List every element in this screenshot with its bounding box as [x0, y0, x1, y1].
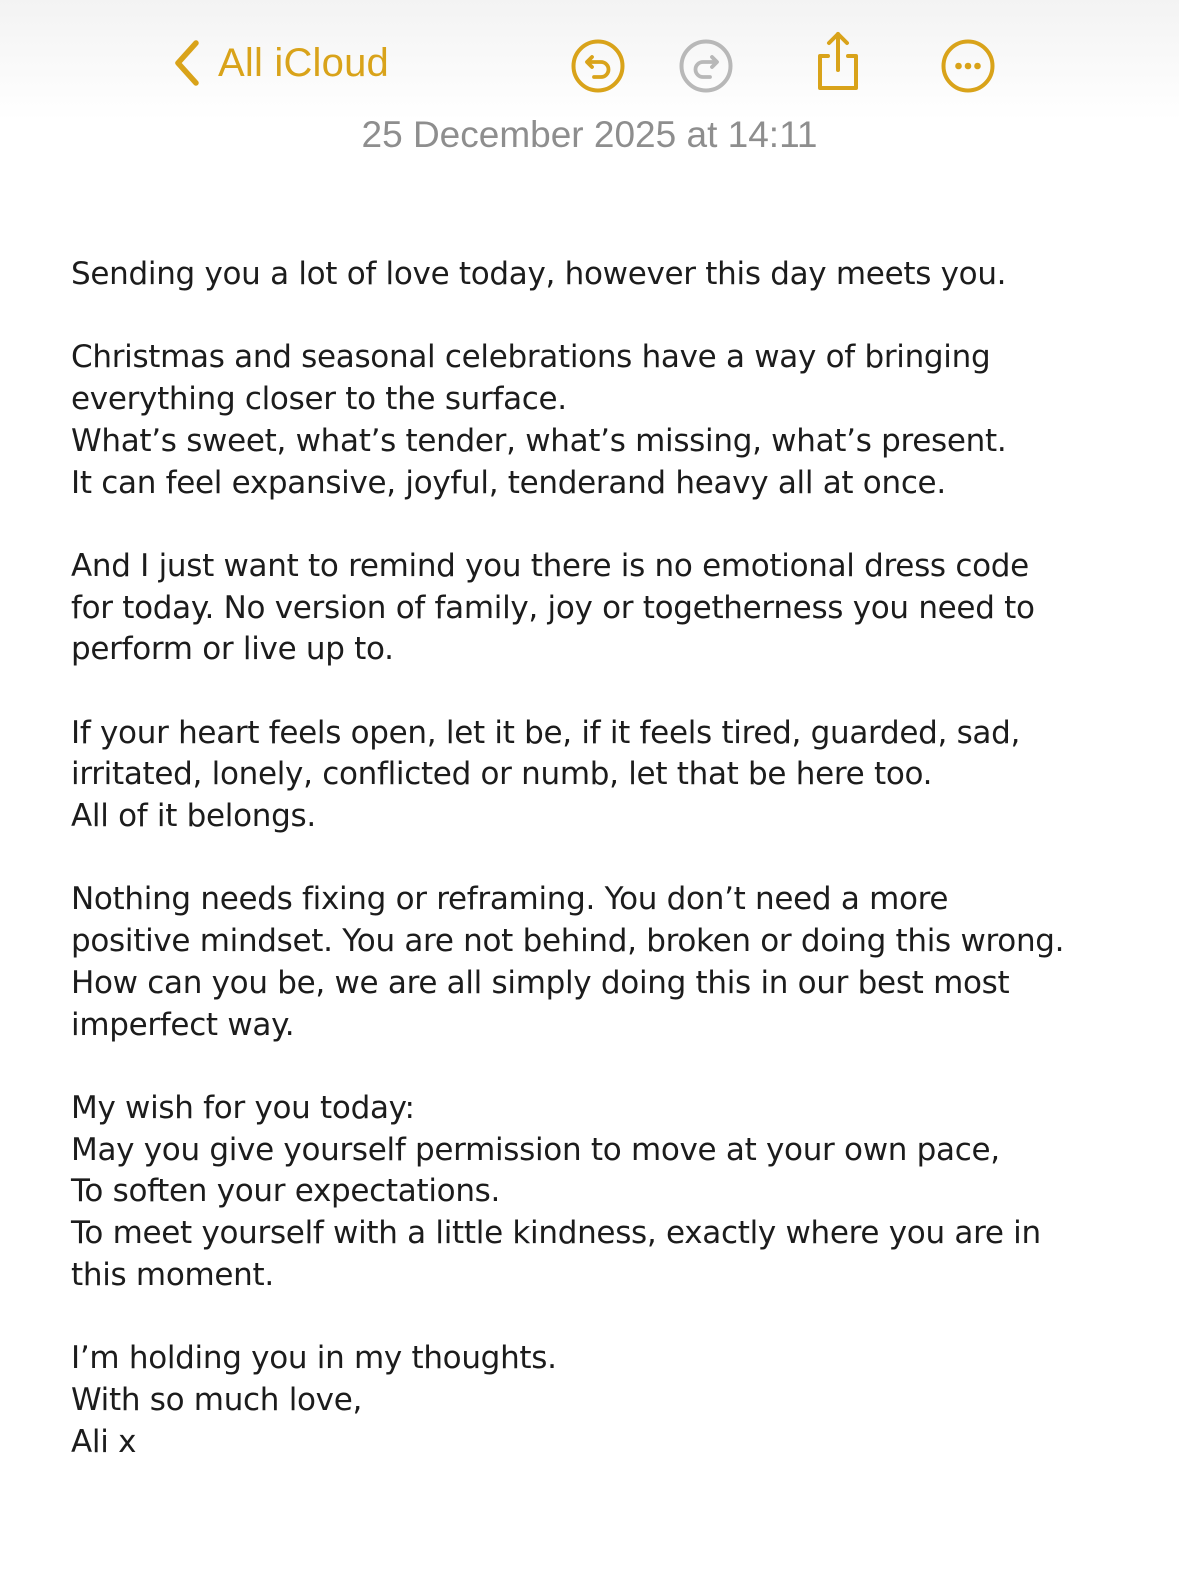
note-line: My wish for you today: — [71, 1089, 415, 1126]
note-paragraph — [71, 337, 1131, 504]
note-line: imperfect way. — [71, 1006, 295, 1043]
note-line: Nothing needs fixing or reframing. You don’t need a more — [71, 881, 949, 918]
note-line: To meet yourself with a little kindness, exactly where you are in — [71, 1215, 1041, 1252]
more-circle-icon — [940, 38, 996, 94]
note-line: With so much love, — [71, 1381, 363, 1418]
note-body[interactable] — [71, 254, 1131, 1463]
share-button[interactable] — [810, 30, 866, 94]
note-line: everything closer to the surface. — [71, 381, 567, 418]
redo-circle-icon — [678, 38, 734, 94]
redo-button[interactable] — [678, 38, 734, 94]
note-paragraph — [71, 546, 1131, 671]
note-line: All of it belongs. — [71, 798, 316, 835]
chevron-left-icon — [172, 39, 202, 87]
note-paragraph — [71, 713, 1131, 838]
note-line: What’s sweet, what’s tender, what’s missing, what’s present. — [71, 422, 1007, 459]
note-line: for today. No version of family, joy or togetherness you need to — [71, 589, 1035, 626]
undo-circle-icon — [570, 38, 626, 94]
note-paragraph — [71, 254, 1131, 296]
note-line: irritated, lonely, conflicted or numb, let that be here too. — [71, 756, 933, 793]
note-line: Sending you a lot of love today, however this day meets you. — [71, 256, 1007, 292]
note-date: 25 December 2025 at 14:11 — [361, 114, 818, 155]
note-line: If your heart feels open, let it be, if it feels tired, guarded, sad, — [71, 714, 1021, 751]
note-line: I’m holding you in my thoughts. — [71, 1340, 557, 1377]
back-button-label: All iCloud — [218, 40, 389, 85]
note-line: It can feel expansive, joyful, tenderand heavy all at once. — [71, 464, 946, 501]
note-line: positive mindset. You are not behind, broken or doing this wrong. — [71, 923, 1065, 960]
note-paragraph — [71, 1088, 1131, 1297]
back-button[interactable] — [172, 36, 389, 90]
note-line: May you give yourself permission to move at your own pace, — [71, 1131, 1000, 1168]
undo-button[interactable] — [570, 38, 626, 94]
more-button[interactable] — [940, 38, 996, 94]
note-line: Christmas and seasonal celebrations have a way of bringing — [71, 339, 991, 376]
note-paragraph — [71, 879, 1131, 1046]
note-line: How can you be, we are all simply doing this in our best most — [71, 964, 1010, 1001]
note-paragraph — [71, 1338, 1131, 1463]
note-line: To soften your expectations. — [71, 1173, 501, 1210]
note-line: And I just want to remind you there is no emotional dress code — [71, 547, 1029, 584]
note-line: Ali x — [71, 1423, 137, 1460]
note-line: perform or live up to. — [71, 631, 394, 668]
note-line: this moment. — [71, 1256, 274, 1293]
share-icon — [810, 30, 866, 94]
